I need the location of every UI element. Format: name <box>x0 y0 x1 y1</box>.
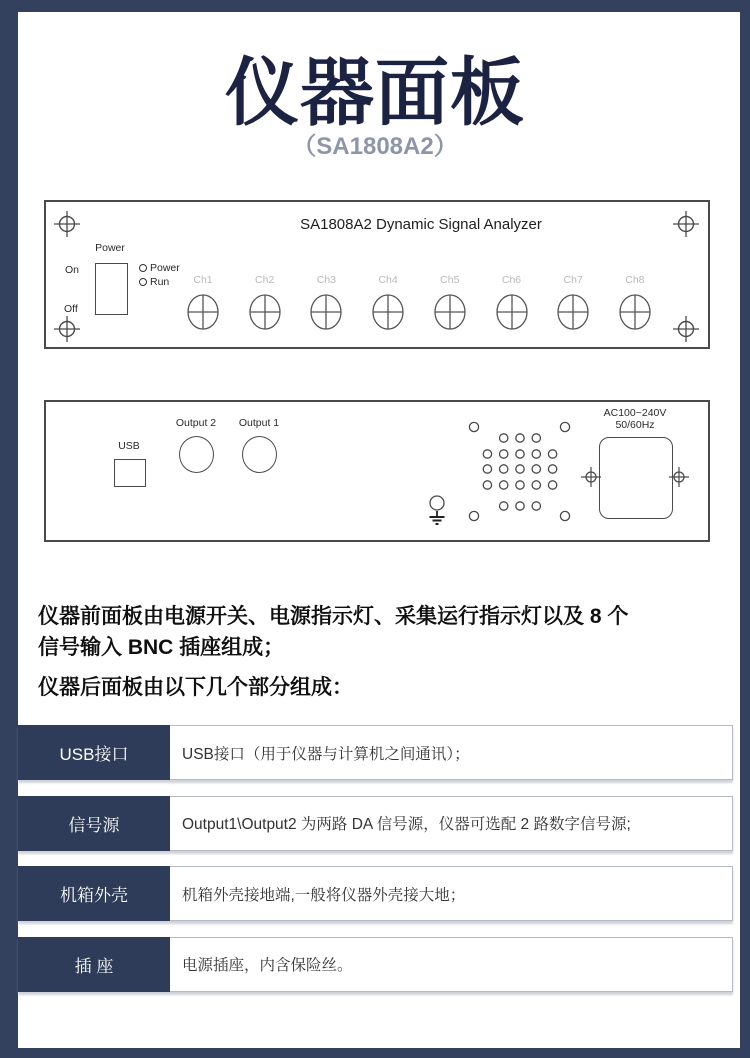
channel-item <box>430 274 470 331</box>
screw-icon <box>671 209 701 239</box>
power-led-label: Power <box>150 262 180 274</box>
table-row-label: USB接口 <box>18 725 170 780</box>
power-socket <box>599 437 673 519</box>
page-subtitle: （SA1808A2） <box>292 133 458 160</box>
screw-icon <box>671 314 701 344</box>
output1-connector <box>242 436 277 473</box>
table-row-content: Output1\Output2 为两路 DA 信号源，仪器可选配 2 路数字信号源; <box>170 796 733 851</box>
front-panel-title: SA1808A2 Dynamic Signal Analyzer <box>300 216 542 233</box>
channel-label: Ch4 <box>378 274 398 286</box>
channel-item <box>245 274 285 331</box>
bnc-connector-icon <box>370 291 406 331</box>
table-row-label: 信号源 <box>18 796 170 851</box>
screw-icon <box>52 314 82 344</box>
bnc-connector-icon <box>247 291 283 331</box>
description-line: 仪器前面板由电源开关、电源指示灯、采集运行指示灯以及 8 个 <box>38 605 629 628</box>
channel-item <box>183 274 223 331</box>
channel-label: Ch5 <box>440 274 460 286</box>
run-led-icon <box>139 278 147 286</box>
table-row <box>18 866 733 921</box>
bnc-connector-icon <box>432 291 468 331</box>
channel-label: Ch6 <box>501 274 522 286</box>
screw-icon <box>52 209 82 239</box>
on-label: On <box>65 264 80 276</box>
power-switch <box>95 263 128 315</box>
bnc-connector-icon <box>185 291 221 331</box>
table-row-content: USB接口（用于仪器与计算机之间通讯）； <box>170 725 733 780</box>
page-border-bottom <box>0 1048 750 1058</box>
channel-item <box>492 274 532 331</box>
ac-rating-label <box>604 407 667 431</box>
bnc-connector-icon <box>494 291 530 331</box>
table-row-label: 插 座 <box>18 937 170 992</box>
channel-label: Ch1 <box>193 274 213 286</box>
ac-rating-line2: 50/60Hz <box>615 419 655 431</box>
bnc-connector-icon <box>617 291 653 331</box>
channel-label: Ch7 <box>563 274 583 286</box>
channel-label: Ch2 <box>255 274 275 286</box>
description <box>38 601 720 712</box>
page-border-top <box>0 0 750 12</box>
front-panel <box>44 200 710 349</box>
bnc-connector-icon <box>555 291 591 331</box>
output1-label: Output 1 <box>238 417 280 429</box>
channel-item <box>368 274 408 331</box>
table-row-content: 电源插座，内含保险丝。 <box>170 937 733 992</box>
page-title: 仪器面板 <box>225 51 525 134</box>
description-paragraph <box>38 672 720 703</box>
power-led-icon <box>139 264 147 272</box>
description-line: 信号输入 BNC 插座组成； <box>38 636 285 659</box>
table-row <box>18 796 733 851</box>
description-paragraph <box>38 601 720 663</box>
channel-item <box>615 274 655 331</box>
bnc-connector-icon <box>308 291 344 331</box>
channel-item <box>553 274 593 331</box>
table-row-label: 机箱外壳 <box>18 866 170 921</box>
power-label: Power <box>95 242 125 254</box>
screw-icon <box>668 466 690 488</box>
screw-icon <box>580 466 602 488</box>
table-row <box>18 725 733 780</box>
rear-panel <box>44 400 710 542</box>
ground-terminal-icon <box>425 495 451 529</box>
table-row <box>18 937 733 992</box>
channel-label: Ch8 <box>625 274 645 286</box>
off-label: Off <box>64 303 78 315</box>
vent-holes-icon <box>462 418 578 526</box>
run-led-label: Run <box>150 276 170 288</box>
channel-label: Ch3 <box>316 274 337 286</box>
table-row-content: 机箱外壳接地端,一般将仪器外壳接大地； <box>170 866 733 921</box>
channel-item <box>306 274 346 331</box>
output2-connector <box>179 436 214 473</box>
usb-port <box>114 459 146 487</box>
usb-label: USB <box>118 440 140 452</box>
description-line: 仪器后面板由以下几个部分组成： <box>38 676 353 699</box>
output2-label: Output 2 <box>175 417 217 429</box>
ac-rating-line1: AC100~240V <box>603 407 667 419</box>
